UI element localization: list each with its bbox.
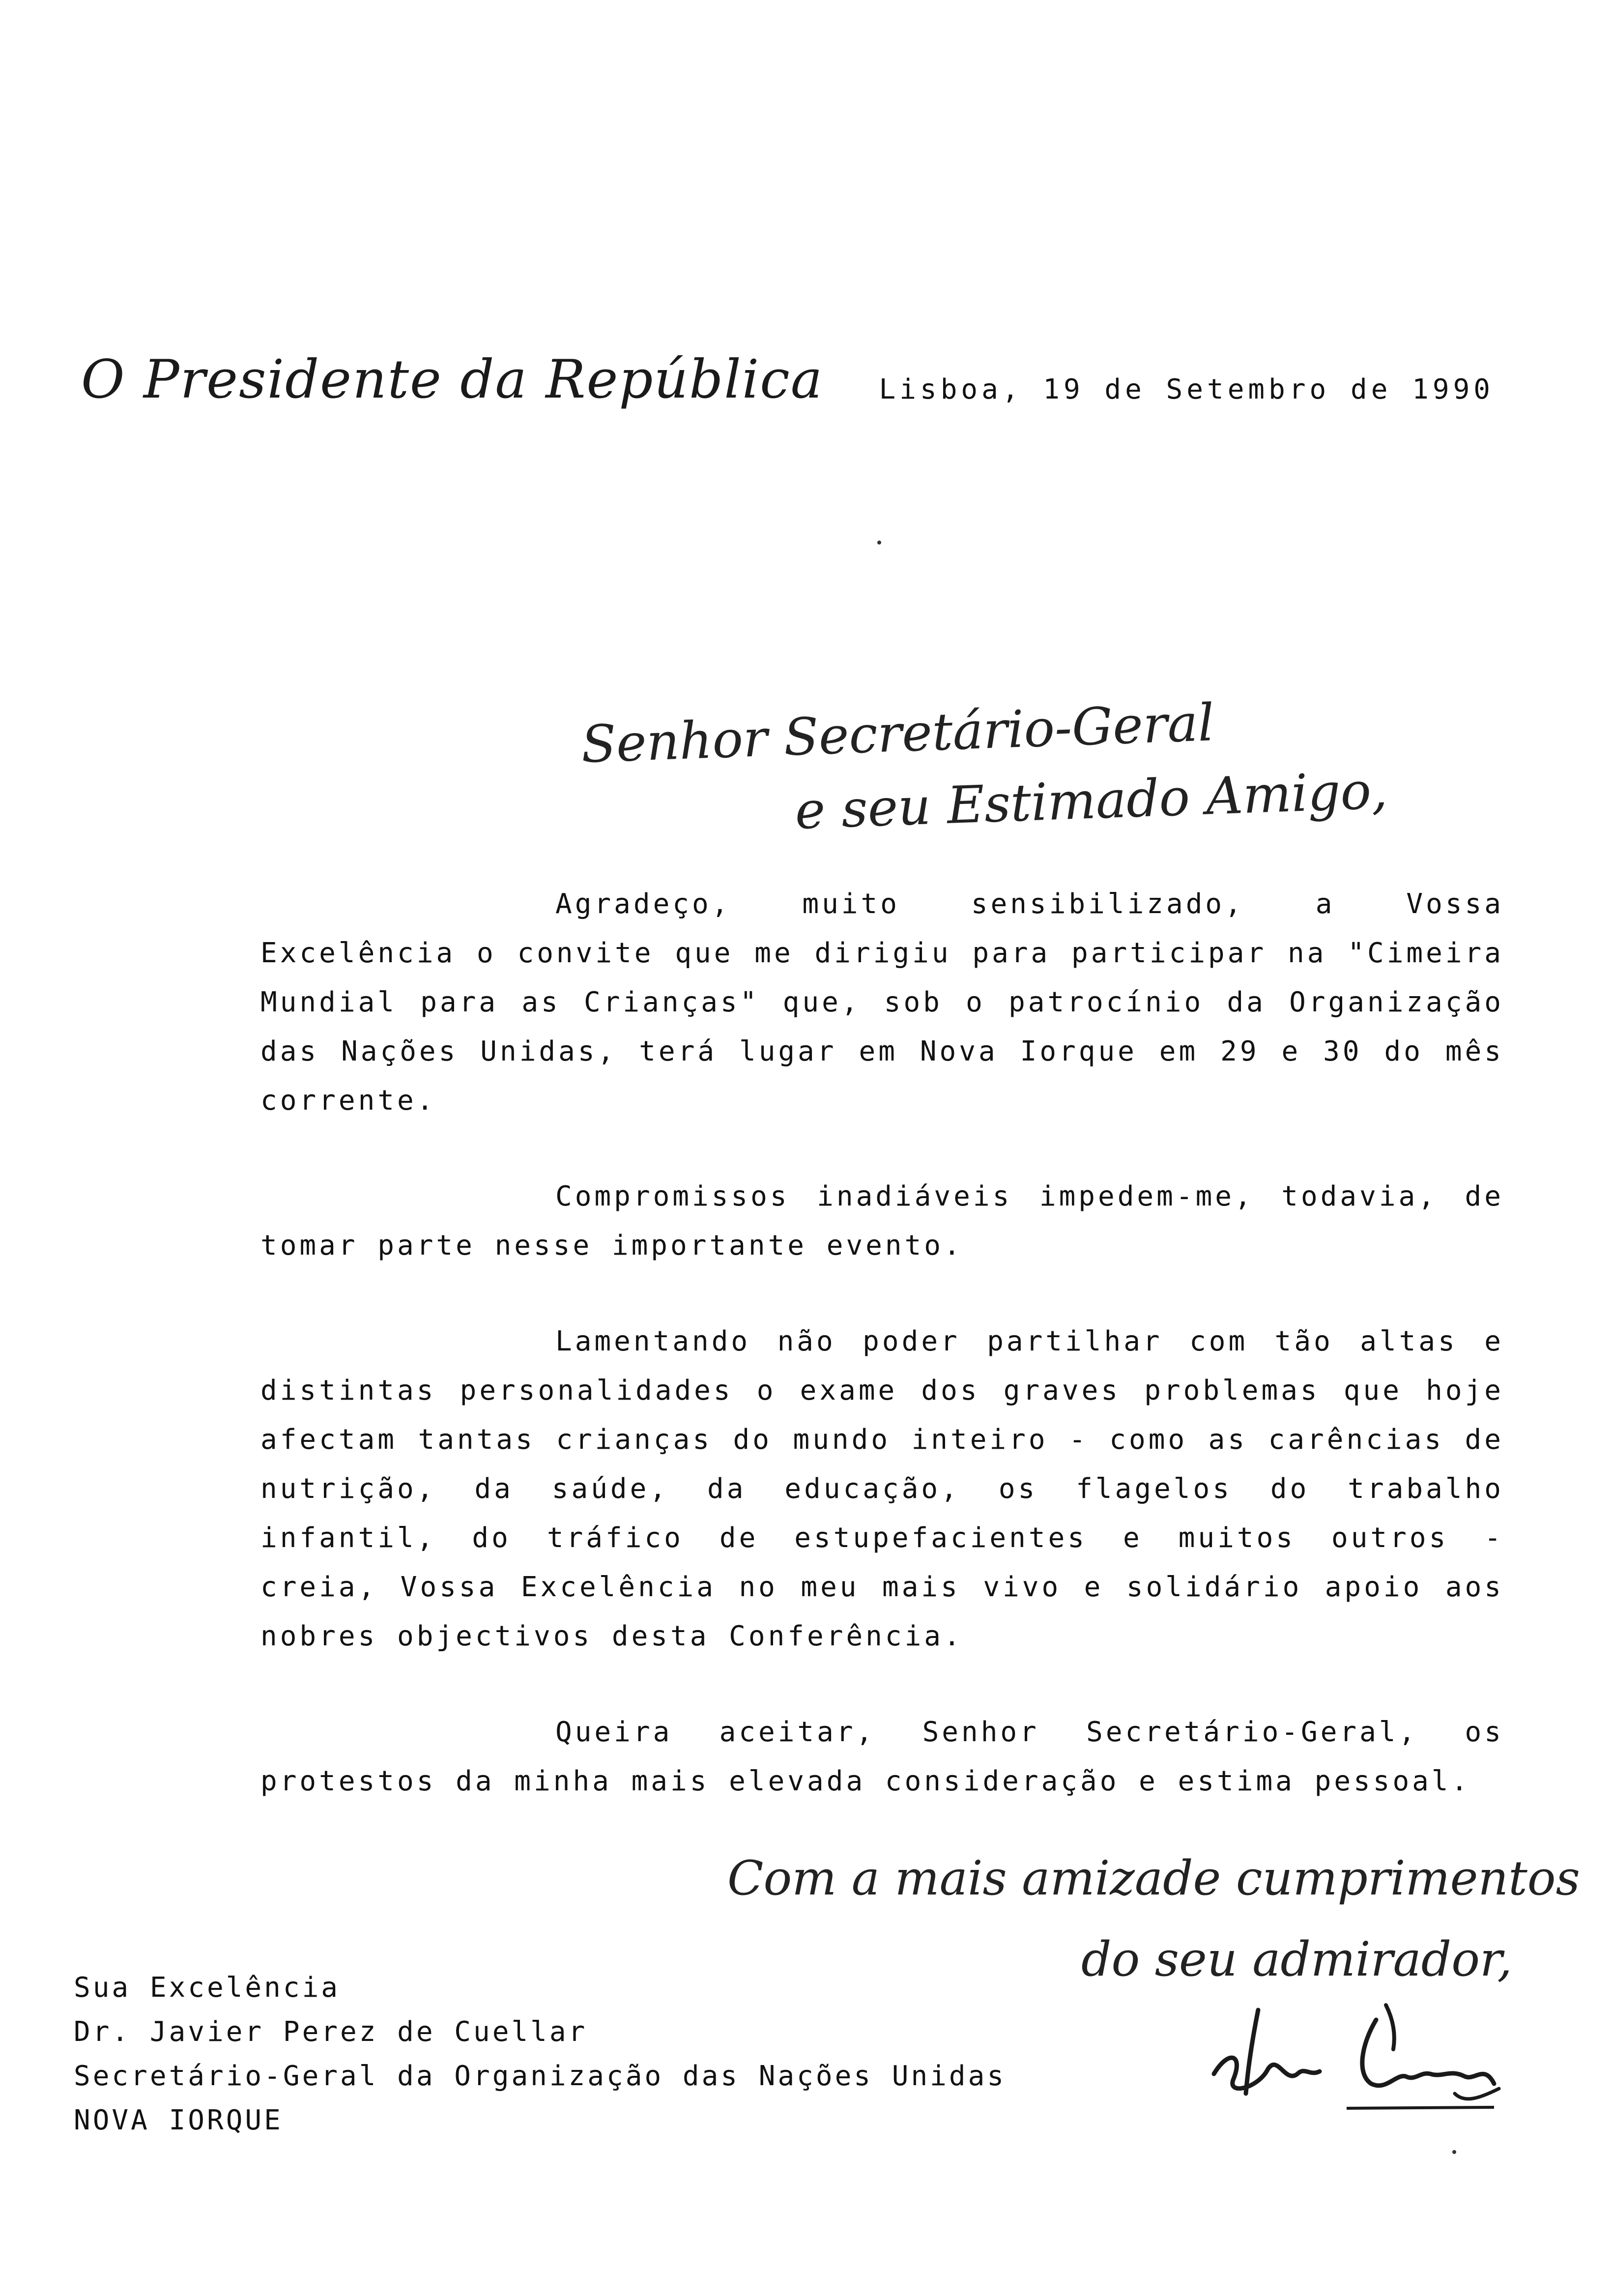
signature xyxy=(1199,1990,1514,2118)
paragraph-regret: Compromissos inadiáveis impedem-me, todavia, de tomar parte nesse importante evento. xyxy=(260,1180,1504,1262)
paragraph-closing: Queira aceitar, Senhor Secretário-Geral, os protestos da minha mais elevada consideração e estima pessoal. xyxy=(260,1716,1504,1797)
salutation-line-2: e seu Estimado Amigo, xyxy=(794,760,1389,841)
letterhead-title: O Presidente da República xyxy=(81,349,824,410)
letter-date: Lisboa, 19 de Setembro de 1990 xyxy=(879,373,1494,405)
paragraph-support: Lamentando não poder partilhar com tão altas e distintas personalidades o exame dos graves problemas que hoje afectam tantas crianças do mundo inteiro - como as carências de nutrição, da saúde, da educação, os flagelos do trabalho infantil, do tráfico de estupefacientes e muitos outros - creia, Vossa Excelência no meu mais vivo e solidário apoio aos nobres objectivos desta Conferência. xyxy=(260,1325,1504,1652)
closing-line-2: do seu admirador, xyxy=(1081,1932,1512,1987)
paragraph-invitation: Agradeço, muito sensibilizado, a Vossa Excelência o convite que me dirigiu para participar na "Cimeira Mundial para as Crianças" que, sob o patrocínio da Organização das Nações Unidas, terá lugar em Nova Iorque em 29 e 30 do mês corrente. xyxy=(260,888,1504,1117)
addressee-city: NOVA IORQUE xyxy=(74,2104,283,2136)
ink-speck xyxy=(1452,2150,1456,2154)
addressee-name: Dr. Javier Perez de Cuellar xyxy=(74,2016,588,2048)
addressee-honorific: Sua Excelência xyxy=(74,1972,341,2004)
addressee-position: Secretário-Geral da Organização das Nações Unidas xyxy=(74,2060,1007,2092)
closing-line-1: Com a mais amizade cumprimentos xyxy=(727,1851,1580,1906)
letter-body xyxy=(260,880,1504,1853)
ink-speck xyxy=(877,541,881,545)
handwritten-salutation xyxy=(580,680,1388,855)
addressee-block xyxy=(74,1966,1006,2143)
salutation-line-1: Senhor Secretário-Geral xyxy=(580,692,1215,775)
